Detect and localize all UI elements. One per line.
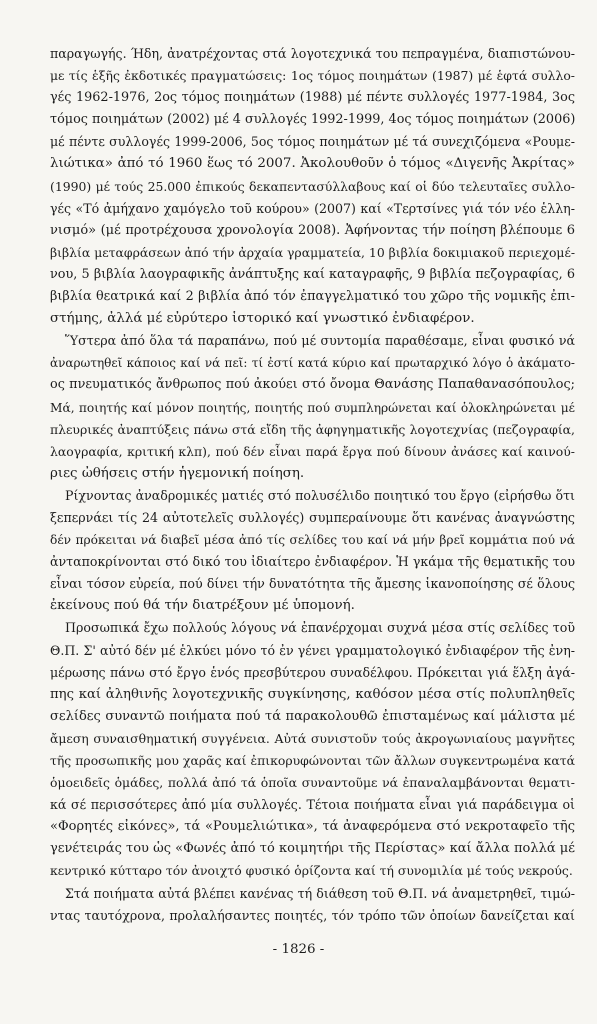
text-line: λιώτικα» ἀπό τό 1960 ἕως τό 2007. Ἀκολουθοῦν ὁ τόμος «Διγενῆς Ἀκρίτας»	[50, 156, 575, 172]
text-line: γές 1962-1976, 2ος τόμος ποιημάτων (1988) μέ πέντε συλλογές 1977-1984, 3ος	[50, 90, 575, 106]
text-line: λαογραφία, κριτική κλπ), πού δέν εἶναι παρά ἔργα πού δίνουν ἀνάσες καί καινού-	[50, 443, 575, 459]
text-line: τῆς προσωπικῆς μου χαρᾶς καί ἐπικορυφώνονται τῶν ἄλλων συγκεντρωμένα κατά	[50, 753, 575, 768]
text-line: γενέτειράς του ὡς «Φωνές ἀπό τό κοιμητήρι τῆς Περίστας» καί ἄλλα πολλά μέ	[50, 841, 575, 857]
text-line: μέ πέντε συλλογές 1999-2006, 5ος τόμος ποιημάτων μέ τά συνεχιζόμενα «Ρουμε-	[50, 134, 575, 150]
text-line: κεντρικό κύτταρο τόν ἀνοιχτό φυσικό ὁρίζοντα καί τή συνομιλία μέ τούς νεκρούς.	[50, 863, 573, 879]
text-line: γές «Τό ἀμήχανο χαμόγελο τοῦ κούρου» (2007) καί «Τερτσίνες γιά τόν νέο ἑλλη-	[50, 200, 575, 216]
text-line: ἄμεση συναισθηματική συγγένεια. Αὐτά συνιστοῦν τούς ἀκρογωνιαίους μαγνῆτες	[50, 730, 575, 746]
text-line: νισμό» (μέ προτρέχουσα χρονολογία 2008). Ἀφήνοντας τήν ποίηση βλέπουμε 6	[50, 222, 575, 238]
text-line: ριες ὠθήσεις στήν ἡγεμονική ποίηση.	[50, 465, 305, 481]
text-line: παραγωγής. Ήδη, ἀνατρέχοντας στά λογοτεχνικά του πεπραγμένα, διαπιστώνου-	[50, 46, 575, 61]
text-line: εἶναι τόσον εὐρεία, πού δίνει τήν δυνατότητα τῆς ἄμεσης ἱκανοποίησης σέ ὅλους	[50, 576, 575, 592]
text-line: σελίδες συναντῶ ποιήματα πού τά παρακολουθῶ ἐπισταμένως καί μάλιστα μέ	[50, 708, 575, 724]
text-line: κά σέ περισσότερες ἀπό μία συλλογές. Τέτοια ποιήματα εἶναι γιά παράδειγμα οἱ	[50, 797, 575, 813]
text-line: ντας ταυτόχρονα, προλαλήσαντες ποιητές, τόν τρόπο τῶν ὁποίων δανείζεται καί	[50, 907, 575, 923]
text-line: Ρίχνοντας ἀναδρομικές ματιές στό πολυσέλιδο ποιητικό του ἔργο (εἰρήσθω ὅτι	[65, 487, 575, 503]
text-line: ος πνευματικός ἄνθρωπος πού ἀκούει στό ὄνομα Θανάσης Παπαθανασόπουλος;	[50, 377, 575, 393]
text-line: Θ.Π. Σ' αὐτό δέν μέ ἑλκύει μόνο τό ἐν γένει γραμματολογικό ἐνδιαφέρον τῆς ἐνη-	[50, 642, 575, 658]
text-line: νου, 5 βιβλία λαογραφικῆς ἀνάπτυξης καί καταγραφῆς, 9 βιβλία πεζογραφίας, 6	[50, 266, 575, 282]
text-line: με τίς ἑξῆς ἐκδοτικές πραγματώσεις: 1ος τόμος ποιημάτων (1987) μέ ἑφτά συλλο-	[50, 68, 575, 84]
text-line: Ὕστερα ἀπό ὅλα τά παραπάνω, πού μέ συντομία παραθέσαμε, εἶναι φυσικό νά	[65, 333, 575, 349]
text-line: ξεπερνάει τίς 24 αὐτοτελεῖς συλλογές) συμπεραίνουμε ὅτι κανένας ἀναγνώστης	[50, 509, 575, 525]
text-line: ἀναρωτηθεῖ κάποιος καί νά πεῖ: τί ἐστί κατά κύριο καί πρωταρχικό λόγο ὁ ἀκάματο-	[50, 356, 575, 371]
page-number: - 1826 -	[272, 942, 325, 957]
text-line: βιβλία θεατρικά καί 2 βιβλία ἀπό τόν ἐπαγγελματικό του χῶρο τῆς νομικῆς ἐπι-	[50, 289, 575, 305]
text-line: πης καί ἀληθινῆς λογοτεχνικῆς συγκίνησης, καθόσον μέσα στίς πολυπληθεῖς	[50, 686, 575, 702]
text-line: στήμης, ἀλλά μέ εὐρύτερο ἱστορικό καί γνωστικό ἐνδιαφέρον.	[50, 311, 475, 327]
body-text	[50, 43, 575, 927]
text-line: τόμος ποιημάτων (2002) μέ 4 συλλογές 1992-1999, 4ος τόμος ποιημάτων (2006)	[50, 112, 576, 128]
text-line: (1990) μέ τούς 25.000 ἐπικούς δεκαπεντασύλλαβους καί οἱ δύο τελευταῖες συλλο-	[50, 178, 575, 194]
text-line: Μά, ποιητής καί μόνον ποιητής, ποιητής πού συμπληρώνεται καί ὁλοκληρώνεται μέ	[50, 400, 575, 415]
text-line: πλευρικές ἀναπτύξεις πάνω στά εἴδη τῆς ἀφηγηματικῆς λογοτεχνίας (πεζογραφία,	[50, 421, 575, 437]
text-line: βιβλία μεταφράσεων ἀπό τήν ἀρχαία γραμματεία, 10 βιβλία δοκιμιακοῦ περιεχομέ-	[50, 244, 576, 260]
text-line: ἀνταποκρίνονται στό δικό του ἰδιαίτερο ἐνδιαφέρον. Ἡ γκάμα τῆς θεματικῆς του	[50, 554, 575, 570]
text-line: Προσωπικά ἔχω πολλούς λόγους νά ἐπανέρχομαι συχνά μέσα στίς σελίδες τοῦ	[65, 620, 575, 636]
text-line: μέρωσης πάνω στό ἔργο ἑνός πρεσβύτερου συναδέλφου. Πρόκειται γιά ἕλξη ἀγά-	[50, 664, 575, 680]
text-line: «Φορητές εἰκόνες», τά «Ρουμελιώτικα», τά ἀναφερόμενα στό νεκροταφεῖο τῆς	[50, 819, 575, 835]
text-line: δέν πρόκειται νά διαβεῖ μέσα ἀπό τίς σελίδες του καί νά μήν βρεῖ κομμάτια πού νά	[50, 533, 575, 548]
text-line: ὁμοειδεῖς ὁμάδες, πολλά ἀπό τά ὁποῖα συναντοῦμε νά ἐπαναλαμβάνονται θεματι-	[50, 775, 575, 791]
text-line: ἐκείνους πού θά τήν διατρέξουν μέ ὑπομονή.	[50, 598, 355, 614]
text-line: Στά ποιήματα αὐτά βλέπει κανένας τή διάθεση τοῦ Θ.Π. νά ἀναμετρηθεῖ, τιμώ-	[65, 885, 575, 901]
